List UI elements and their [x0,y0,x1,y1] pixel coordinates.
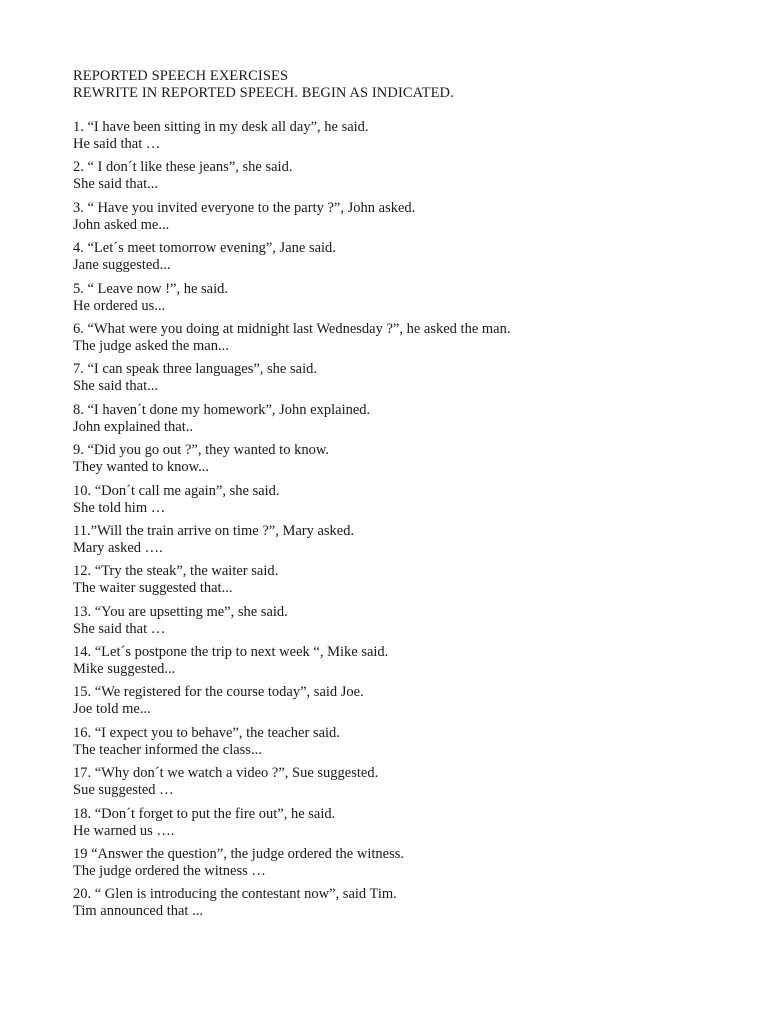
exercise-prompt: 20. “ Glen is introducing the contestant now”, said Tim. [73,886,397,903]
exercise-prompt: 11.”Will the train arrive on time ?”, Mary asked. [73,522,355,539]
exercise-item [73,604,733,644]
document-title: REPORTED SPEECH EXERCISES [73,68,289,84]
exercise-item [73,442,733,482]
exercise-prompt: 15. “We registered for the course today”, said Joe. [73,684,364,701]
exercise-prompt: 6. “What were you doing at midnight last Wednesday ?”, he asked the man. [73,320,511,337]
exercise-prompt: 10. “Don´t call me again”, she said. [73,482,280,499]
exercise-item [73,563,733,603]
exercise-answer-start: Mike suggested... [73,661,176,678]
exercise-prompt: 7. “I can speak three languages”, she said. [73,361,317,378]
exercise-answer-start: Mary asked …. [73,539,163,556]
exercise-prompt: 5. “ Leave now !”, he said. [73,280,229,297]
exercise-answer-start: She said that... [73,176,158,193]
exercise-answer-start: He said that … [73,136,161,152]
exercise-prompt: 14. “Let´s postpone the trip to next week “, Mike said. [73,644,389,661]
exercise-prompt: 1. “I have been sitting in my desk all day”, he said. [73,119,369,135]
exercise-item [73,886,733,926]
exercise-prompt: 2. “ I don´t like these jeans”, she said. [73,159,293,176]
exercise-answer-start: Tim announced that ... [73,903,203,920]
exercise-answer-start: Jane suggested... [73,257,171,274]
exercise-item [73,523,733,563]
exercise-answer-start: He ordered us... [73,297,166,314]
exercise-item [73,483,733,523]
exercise-prompt: 18. “Don´t forget to put the fire out”, he said. [73,805,336,822]
exercise-item [73,361,733,401]
exercise-answer-start: He warned us …. [73,822,175,839]
exercise-answer-start: John asked me... [73,216,170,233]
exercise-prompt: 13. “You are upsetting me”, she said. [73,603,288,620]
exercise-item [73,159,733,199]
exercise-answer-start: Sue suggested … [73,782,174,799]
exercise-list [73,119,733,927]
exercise-answer-start: Joe told me... [73,701,151,718]
exercise-item [73,806,733,846]
exercise-item [73,846,733,886]
exercise-item [73,402,733,442]
exercise-answer-start: She said that... [73,378,158,395]
exercise-item [73,684,733,724]
exercise-prompt: 3. “ Have you invited everyone to the party ?”, John asked. [73,199,416,216]
exercise-item [73,119,733,159]
exercise-answer-start: John explained that.. [73,418,194,435]
exercise-item [73,281,733,321]
exercise-prompt: 4. “Let´s meet tomorrow evening”, Jane said. [73,240,336,257]
exercise-item [73,321,733,361]
exercise-answer-start: She said that … [73,620,166,637]
exercise-item [73,644,733,684]
exercise-answer-start: The teacher informed the class... [73,741,262,758]
exercise-prompt: 12. “Try the steak”, the waiter said. [73,563,279,580]
document-page [73,68,733,927]
exercise-item [73,765,733,805]
exercise-prompt: 9. “Did you go out ?”, they wanted to know. [73,442,329,459]
exercise-answer-start: She told him … [73,499,166,516]
exercise-prompt: 17. “Why don´t we watch a video ?”, Sue suggested. [73,765,379,782]
exercise-item [73,240,733,280]
exercise-item [73,200,733,240]
exercise-answer-start: The waiter suggested that... [73,580,233,597]
document-instruction: REWRITE IN REPORTED SPEECH. BEGIN AS INDICATED. [73,85,454,101]
exercise-item [73,725,733,765]
exercise-answer-start: The judge asked the man... [73,337,229,354]
exercise-prompt: 16. “I expect you to behave”, the teacher said. [73,724,340,741]
exercise-prompt: 8. “I haven´t done my homework”, John explained. [73,401,371,418]
exercise-answer-start: They wanted to know... [73,459,209,476]
exercise-answer-start: The judge ordered the witness … [73,863,266,880]
exercise-prompt: 19 “Answer the question”, the judge ordered the witness. [73,846,404,863]
